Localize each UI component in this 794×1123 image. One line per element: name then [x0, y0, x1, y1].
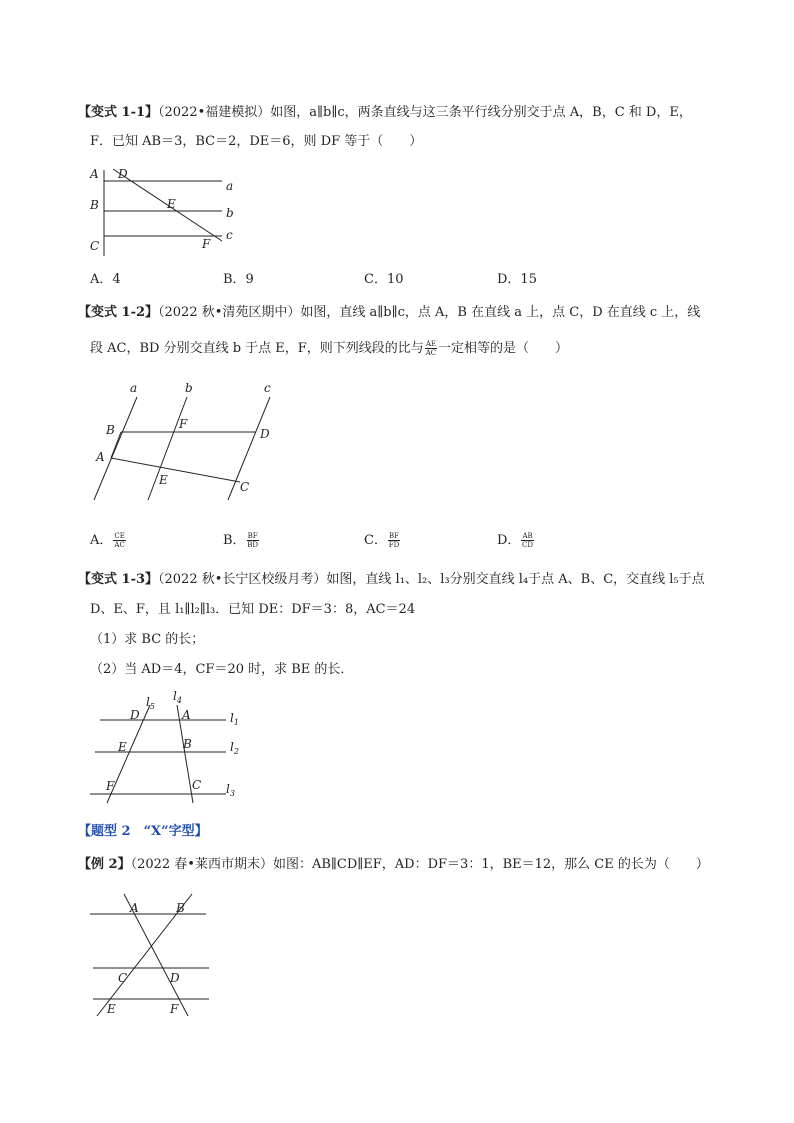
- fig12-label-a: a: [130, 381, 138, 395]
- fig11-label-E: E: [167, 197, 176, 211]
- problem-1-1-text1: （2022•福建模拟）如图，a∥b∥c，两条直线与这三条平行线分别交于点 A，B，C 和 D，E，: [158, 105, 692, 120]
- figex2-label-D: D: [170, 971, 180, 985]
- option-letter: A．: [90, 533, 113, 548]
- fig12-label-b: b: [185, 381, 193, 395]
- problem-1-3-tag: 【变式 1-3】: [78, 572, 159, 587]
- problem-1-3-line2: D、E、F，且 l₁∥l₂∥l₃．已知 DE：DF＝3：8，AC＝24: [90, 602, 416, 617]
- problem-1-1-option-d[interactable]: D．15: [497, 272, 537, 287]
- problem-1-3-question-1: （1）求 BC 的长；: [90, 632, 205, 647]
- problem-1-2-text2-post: 一定相等的是（ ）: [437, 341, 568, 356]
- fig12-label-B: B: [106, 423, 115, 437]
- fig12-label-C: C: [240, 480, 250, 494]
- fraction-denominator: CD: [522, 541, 534, 549]
- fraction-denominator: FD: [388, 541, 400, 549]
- problem-1-1-option-b[interactable]: B．9: [223, 272, 254, 287]
- problem-1-1-option-a[interactable]: A．4: [90, 272, 121, 287]
- figex2-label-E: E: [107, 1002, 116, 1016]
- fig11-label-a: a: [226, 179, 234, 193]
- problem-1-2-text2-pre: 段 AC，BD 分别交直线 b 于点 E，F，则下列线段的比与: [90, 341, 424, 356]
- fraction-numerator: BF: [388, 532, 399, 540]
- fraction-denominator: AC: [114, 541, 125, 549]
- fig13-label-l5: $l_5$: [146, 695, 155, 711]
- option-letter: B．: [223, 533, 246, 548]
- fig13-label-B: B: [183, 737, 192, 751]
- fig12-label-D: D: [260, 427, 270, 441]
- fig13-label-D: D: [130, 708, 140, 722]
- fraction-denominator: AC: [425, 349, 437, 357]
- problem-1-2-tag: 【变式 1-2】: [78, 305, 159, 320]
- problem-1-3-text1: （2022 秋•长宁区校级月考）如图，直线 l₁、l₂、l₃分别交直线 l₄于点 A、B、C，交直线 l₅于点: [158, 572, 705, 587]
- fig13-label-A: A: [182, 708, 191, 722]
- fraction-denominator: BD: [247, 541, 258, 549]
- fraction-numerator: BF: [247, 532, 258, 540]
- problem-1-1-line2: F．已知 AB＝3，BC＝2，DE＝6，则 DF 等于（ ）: [90, 134, 423, 149]
- fig13-label-l4: $l_4$: [173, 689, 182, 705]
- fig13-label-l3: $l_3$: [226, 782, 235, 798]
- fig11-label-b: b: [226, 206, 234, 220]
- figex2-label-B: B: [176, 901, 185, 915]
- fig11-label-A: A: [90, 167, 99, 181]
- problem-1-2-text1: （2022 秋•清苑区期中）如图，直线 a∥b∥c，点 A，B 在直线 a 上，点 C，D 在直线 c 上，线: [158, 305, 701, 320]
- fig11-label-C: C: [90, 239, 100, 253]
- fig12-label-A: A: [96, 450, 105, 464]
- problem-1-1-tag: 【变式 1-1】: [78, 105, 159, 120]
- option-letter: C．: [364, 533, 387, 548]
- fig11-label-F: F: [202, 237, 211, 251]
- fig13-label-l2: $l_2$: [230, 740, 239, 756]
- fig13-label-C: C: [192, 778, 202, 792]
- fig12-label-F: F: [179, 417, 188, 431]
- fig11-label-c: c: [226, 228, 233, 242]
- problem-1-1-option-c[interactable]: C．10: [364, 272, 404, 287]
- option-letter: D．: [497, 533, 521, 548]
- fig13-label-l1: $l_1$: [230, 711, 239, 727]
- fraction-numerator: AE: [425, 340, 436, 348]
- example-2-tag: 【例 2】: [78, 857, 131, 872]
- fig11-label-B: B: [90, 198, 99, 212]
- problem-1-3-question-2: （2）当 AD＝4，CF＝20 时，求 BE 的长．: [90, 662, 354, 677]
- figex2-label-C: C: [118, 971, 128, 985]
- figex2-label-A: A: [130, 901, 139, 915]
- section-2-title: 【题型 2 “X”字型】: [78, 824, 208, 839]
- example-2-text1: （2022 春•莱西市期末）如图：AB∥CD∥EF，AD：DF＝3：1，BE＝12，那么 CE 的长为（ ）: [130, 857, 709, 872]
- fig11-label-D: D: [118, 167, 128, 181]
- fraction-numerator: AB: [522, 532, 533, 540]
- fig13-label-F: F: [106, 779, 115, 793]
- fig12-label-c: c: [264, 381, 271, 395]
- fig12-label-E: E: [159, 473, 168, 487]
- fig13-label-E: E: [118, 740, 127, 754]
- fraction-numerator: CE: [114, 532, 125, 540]
- figex2-label-F: F: [170, 1002, 179, 1016]
